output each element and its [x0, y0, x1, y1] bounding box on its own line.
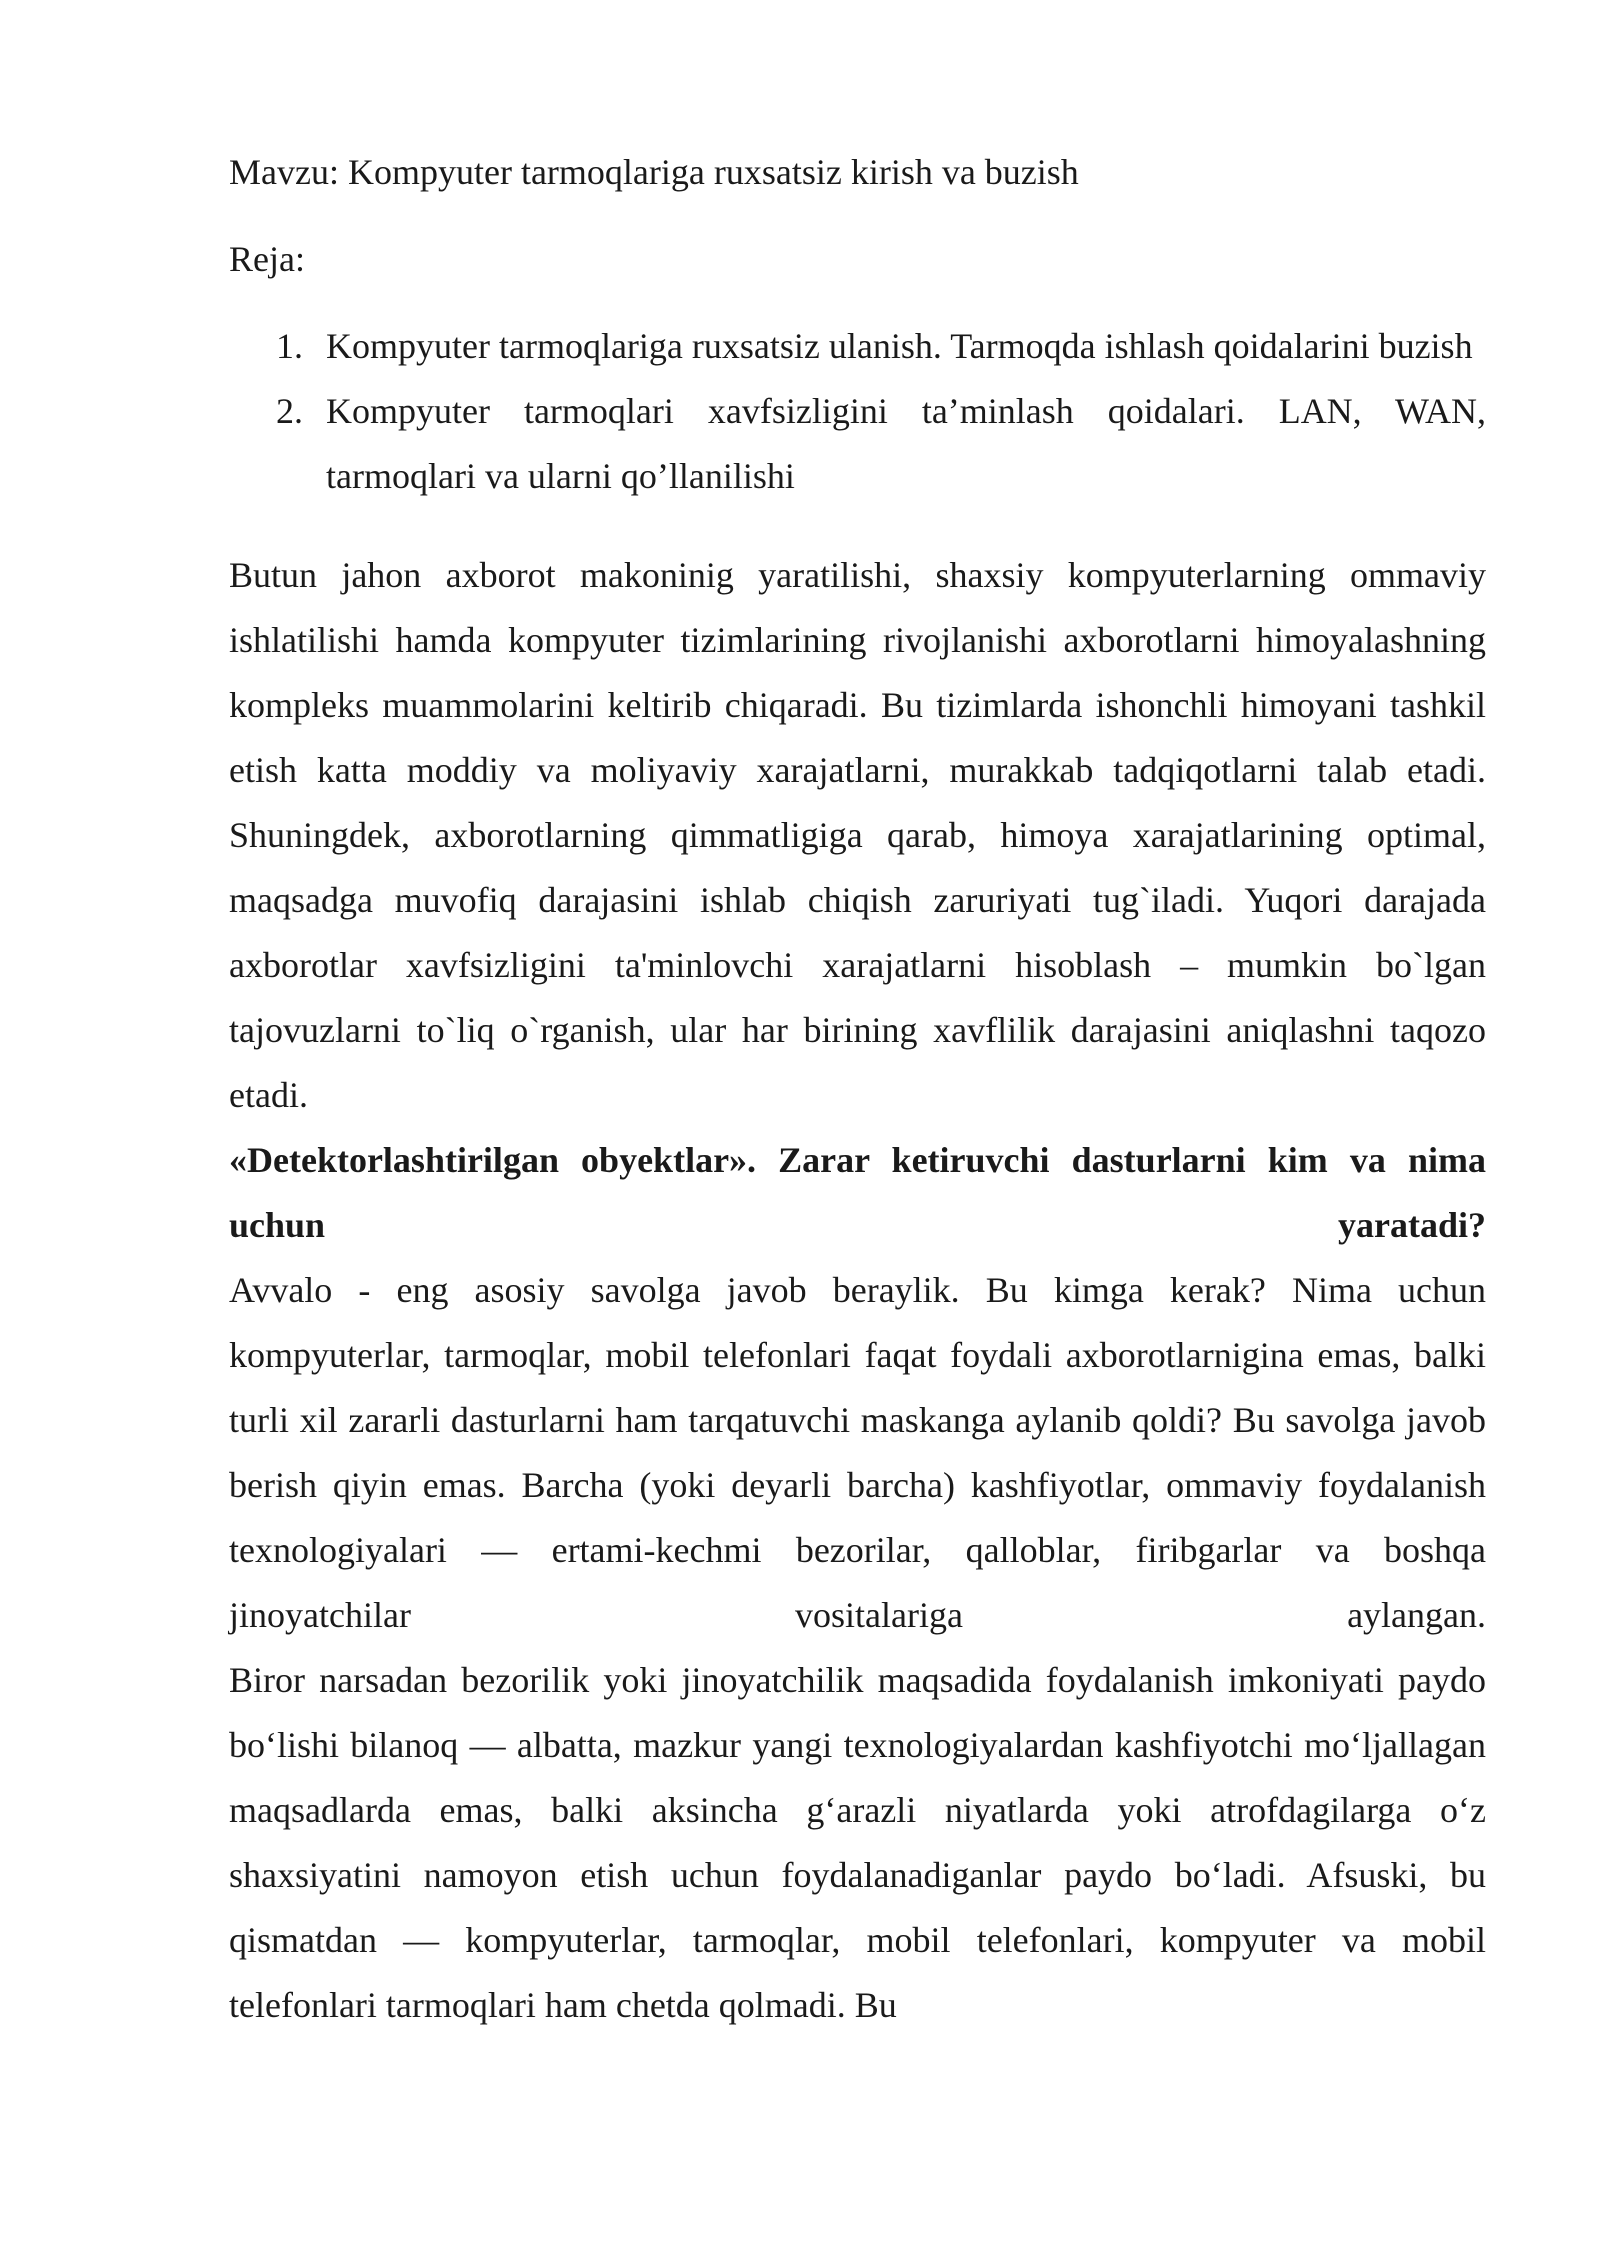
section-heading: «Detektorlashtirilgan obyektlar». Zarar ketiruvchi dasturlarni kim va nima uchun yaratadi?	[229, 1140, 1486, 1245]
plan-list	[229, 314, 1486, 509]
plan-item-number: 1.	[276, 326, 303, 366]
plan-label: Reja:	[229, 239, 305, 279]
topic-line: Mavzu: Kompyuter tarmoqlariga ruxsatsiz kirish va buzish	[229, 152, 1079, 192]
plan-item	[229, 314, 1486, 379]
body-paragraph-continued: Biror narsadan bezorilik yoki jinoyatchilik maqsadida foydalanish imkoniyati paydo bo‘lishi bilanoq — albatta, mazkur yangi texnologiyalardan kashfiyotchi mo‘ljallagan maqsadlarda emas, balki aksincha g‘arazli niyatlarda yoki atrofdagilarga o‘z shaxsiyatini namoyon etish uchun foydalanadiganlar paydo bo‘ladi. Afsuski, bu qismatdan — kompyuterlar, tarmoqlar, mobil telefonlari, kompyuter va mobil telefonlari tarmoqlari ham chetda qolmadi. Bu	[229, 1660, 1486, 2025]
plan-item-number: 2.	[276, 391, 303, 431]
document-page	[229, 140, 1486, 2038]
body-paragraph: Avvalo - eng asosiy savolga javob beraylik. Bu kimga kerak? Nima uchun kompyuterlar, tarmoqlar, mobil telefonlari faqat foydali axborotlarnigina emas, balki turli xil zararli dasturlarni ham tarqatuvchi maskanga aylanib qoldi? Bu savolga javob berish qiyin emas. Barcha (yoki deyarli barcha) kashfiyotlar, ommaviy foydalanish texnologiyalari — ertami-kechmi bezorilar, qalloblar, firibgarlar va boshqa jinoyatchilar vositalariga aylangan.	[229, 1270, 1486, 1635]
plan-item-text: Kompyuter tarmoqlari xavfsizligini ta’minlash qoidalari. LAN, WAN, tarmoqlari va ularni qo’llanilishi	[326, 391, 1486, 496]
plan-item	[229, 379, 1486, 509]
intro-paragraph: Butun jahon axborot makoninig yaratilishi, shaxsiy kompyuterlarning ommaviy ishlatilishi hamda kompyuter tizimlarining rivojlanishi axborotlarni himoyalashning kompleks muammolarini keltirib chiqaradi. Bu tizimlarda ishonchli himoyani tashkil etish katta moddiy va moliyaviy xarajatlarni, murakkab tadqiqotlarni talab etadi. Shuningdek, axborotlarning qimmatligiga qarab, himoya xarajatlarining optimal, maqsadga muvofiq darajasini ishlab chiqish zaruriyati tug`iladi. Yuqori darajada axborotlar xavfsizligini ta'minlovchi xarajatlarni hisoblash – mumkin bo`lgan tajovuzlarni to`liq o`rganish, ular har birining xavflilik darajasini aniqlashni taqozo etadi.	[229, 555, 1486, 1115]
plan-item-text: Kompyuter tarmoqlariga ruxsatsiz ulanish. Tarmoqda ishlash qoidalarini buzish	[326, 326, 1473, 366]
